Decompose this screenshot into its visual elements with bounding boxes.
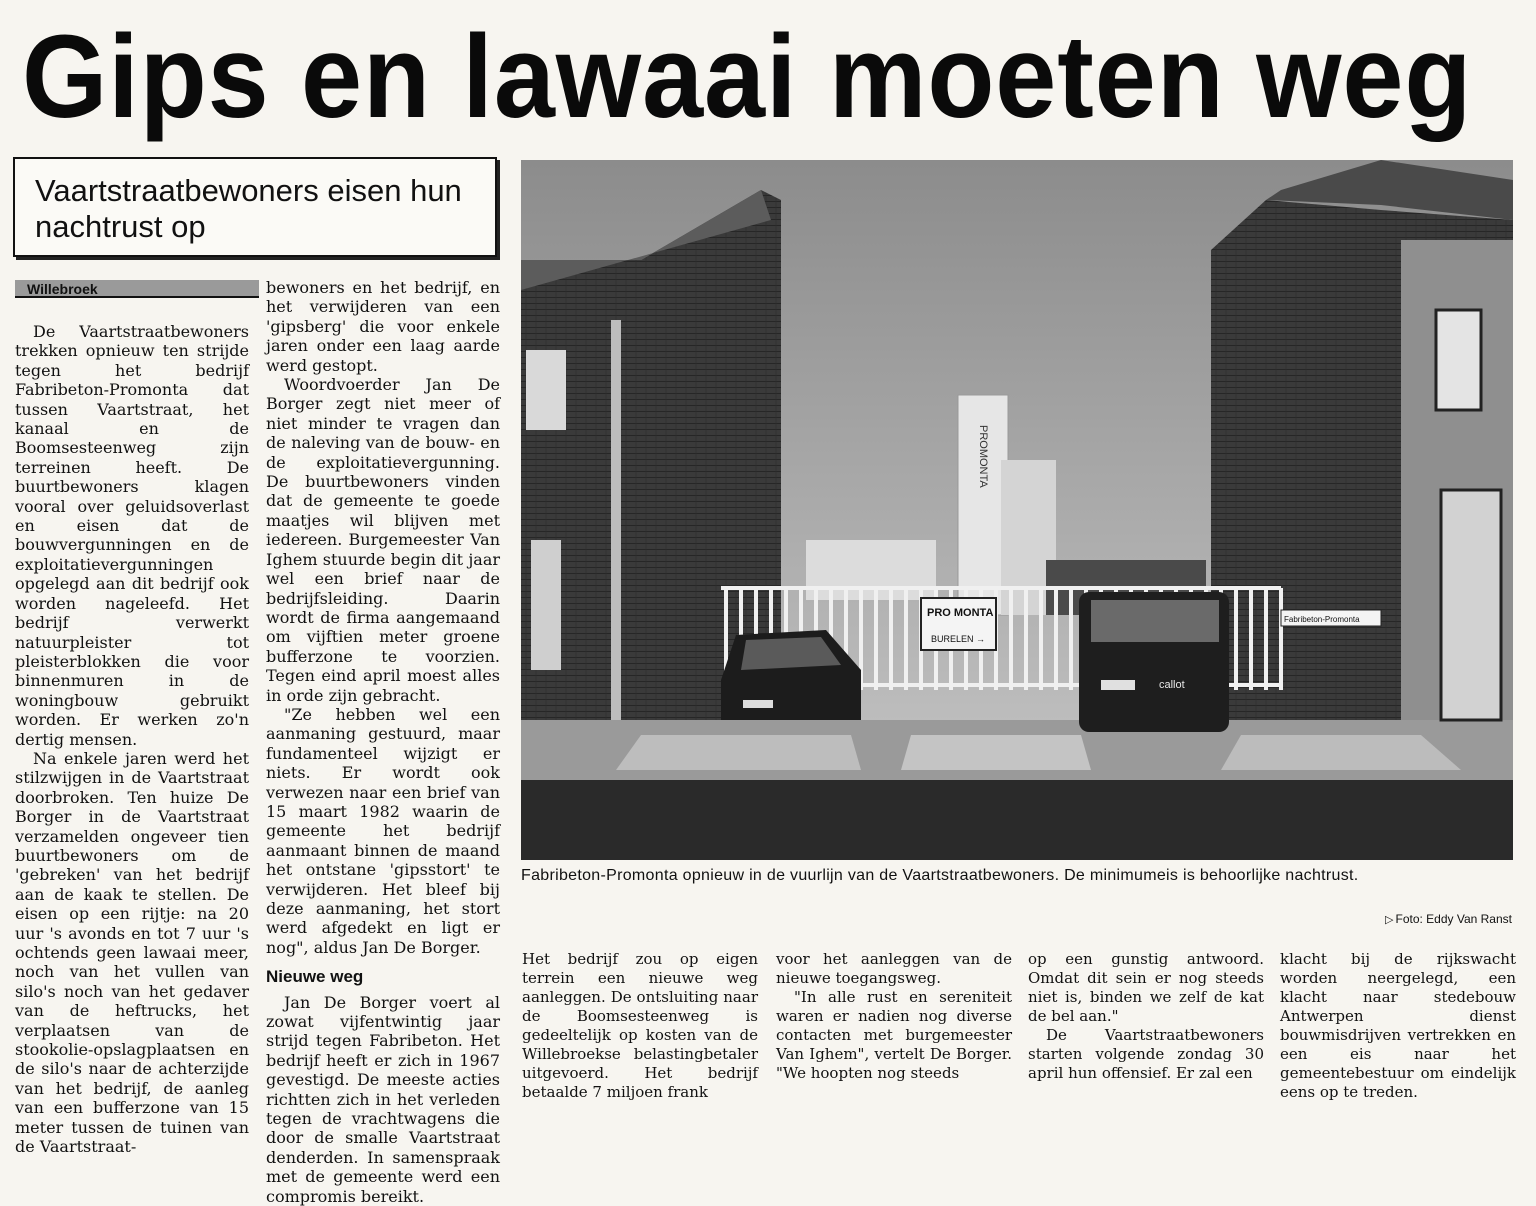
paragraph: "Ze hebben wel een aanmaning gestuurd, maar fundamenteel wijzigt er niets. Er wordt ook verwezen naar een brief van 15 maart 1982 waarin de gemeente het bedrijf aanmaant binnen de maand het ontstane 'gipsstort' te verwijderen. Het bleef bij deze aanmaning, het stort werd afgedekt en ligt er nog", aldus Jan De Borger.	[266, 704, 500, 957]
dateline: Willebroek	[15, 280, 259, 298]
paragraph: voor het aanleggen van de nieuwe toegangsweg.	[776, 950, 1012, 987]
news-photo	[521, 160, 1513, 860]
gate-sign-top: PRO MONTA	[927, 607, 994, 619]
photo-credit-text: Foto: Eddy Van Ranst	[1395, 912, 1512, 926]
street-scene-photo	[521, 160, 1513, 860]
paragraph: Woordvoerder Jan De Borger zegt niet meer of niet minder te vragen dan de naleving van de bouw- en de exploitatievergunning. De buurtbewoners vinden dat de gemeente te goede maatjes wil blijven met iedereen. Burgemeester Van Ighem stuurde begin dit jaar wel een brief naar de bedrijfsleiding. Daarin wordt de firma aangemaand om vijftien meter groene bufferzone te voorzien. Tegen eind april moest alles in orde zijn gebracht.	[266, 375, 500, 705]
headline: Gips en lawaai moeten weg	[22, 11, 1473, 143]
paragraph: bewoners en het bedrijf, en het verwijderen van een 'gipsberg' die voor enkele jaren onder een laag aarde werd gestopt.	[266, 278, 500, 375]
paragraph: op een gunstig antwoord. Omdat dit sein er nog steeds niet is, binden we zelf de kat de bel aan."	[1028, 950, 1264, 1025]
deck-box	[13, 157, 497, 257]
column-5	[1028, 950, 1264, 1083]
van-label: callot	[1159, 679, 1185, 691]
paragraph: Na enkele jaren werd het stilzwijgen in de Vaartstraat doorbroken. Ten huize De Borger in de Vaartstraat verzamelden ongeveer tien buurtbewoners om de 'gebreken' van het bedrijf aan de kaak te stellen. De eisen op een rijtje: na 20 uur 's avonds en tot 7 uur 's ochtends geen lawaai meer, noch van het vullen van silo's noch van het gedaver van de heftrucks, het verplaatsen van de stookolie-opslagplaatsen en de silo's naar de achterzijde van het bedrijf, de aanleg van een bufferzone van 15 meter tussen de tuinen van de Vaartstraat-	[15, 748, 249, 1157]
column-3	[522, 950, 758, 1102]
column-1	[15, 322, 249, 1156]
paragraph: Het bedrijf zou op eigen terrein een nieuwe weg aanleggen. De ontsluiting naar de Boomsesteenweg is gedeeltelijk op kosten van de Willebroekse belastingbetaler uitgevoerd. Het bedrijf betaalde 7 miljoen frank	[522, 950, 758, 1101]
triangle-icon: ▷	[1385, 914, 1394, 926]
paragraph: Jan De Borger voert al zowat vijfentwintig jaar strijd tegen Fabribeton. Het bedrijf heeft er zich in 1967 gevestigd. De meeste acties richtten zich in het verleden tegen de vrachtwagens die door de smalle Vaartstraat denderden. In samenspraak met de gemeente werd een compromis bereikt.	[266, 992, 500, 1206]
gate-sign-bottom: BURELEN →	[931, 634, 986, 644]
deck: Vaartstraatbewoners eisen hun nachtrust op	[35, 173, 462, 244]
photo-caption: Fabribeton-Promonta opnieuw in de vuurlijn van de Vaartstraatbewoners. De minimumeis is behoorlijke nachtrust.	[521, 867, 1359, 884]
paragraph: "In alle rust en sereniteit waren er nadien nog diverse contacten met burgemeester Van Ighem", vertelt De Borger. "We hoopten nog steeds	[776, 988, 1012, 1082]
paragraph: De Vaartstraatbewoners starten volgende zondag 30 april hun offensief. Er zal een	[1028, 1026, 1264, 1082]
subhead: Nieuwe weg	[266, 967, 364, 987]
column-4	[776, 950, 1012, 1083]
paragraph: klacht bij de rijkswacht worden neergelegd, een klacht naar stedebouw Antwerpen dienst bouwmisdrijven vertrekken en een eis naar het gemeentebestuur om eindelijk eens op te treden.	[1280, 950, 1516, 1101]
column-6	[1280, 950, 1516, 1102]
street-sign-label: Fabribeton-Promonta	[1284, 615, 1360, 624]
photo-credit	[1385, 912, 1512, 926]
paragraph: De Vaartstraatbewoners trekken opnieuw ten strijde tegen het bedrijf Fabribeton-Promonta dat tussen Vaartstraat, het kanaal en de Boomsesteenweg zijn terreinen heeft. De buurtbewoners klagen vooral over geluidsoverlast en eisen dat de bouwvergunningen en de exploitatievergunningen opgelegd aan dit bedrijf ook worden nageleefd. Het bedrijf verwerkt natuurpleister tot pleisterblokken die voor binnenmuren in de woningbouw gebruikt worden. Er werken zo'n dertig mensen.	[15, 322, 249, 749]
column-2	[266, 278, 500, 1206]
parked-van	[1079, 592, 1229, 732]
silo-label: PROMONTA	[977, 425, 989, 488]
